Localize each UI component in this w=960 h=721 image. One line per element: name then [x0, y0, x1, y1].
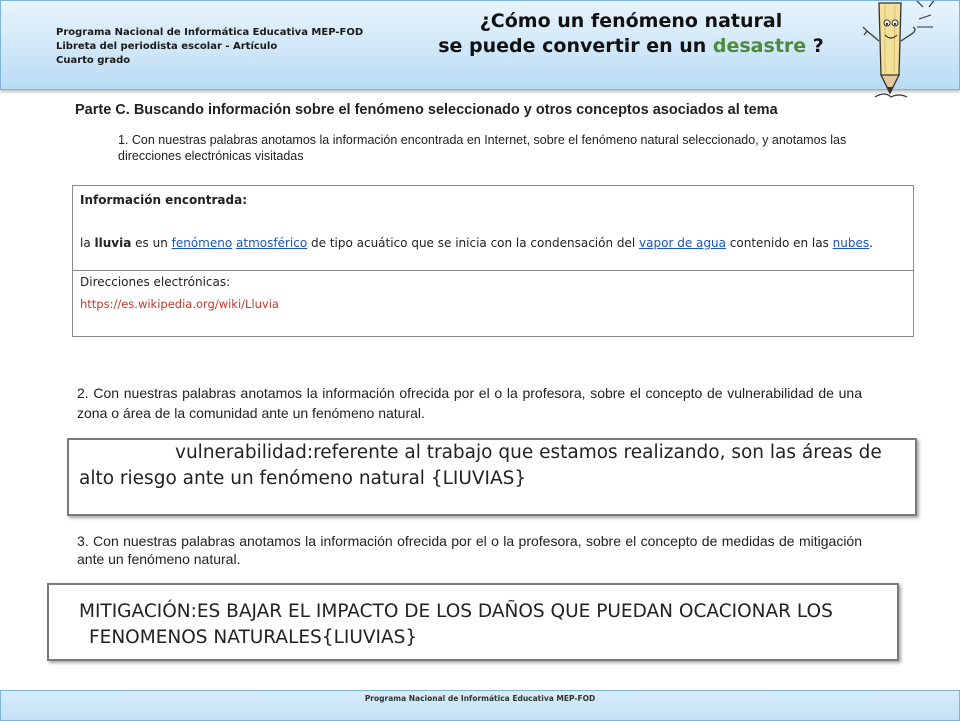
section-heading: Parte C. Buscando información sobre el fenómeno seleccionado y otros conceptos asociados al tema: [75, 102, 778, 118]
program-line: Cuarto grado: [56, 55, 131, 66]
info-text-part: contenido en las: [725, 236, 833, 250]
header-banner: [0, 0, 960, 90]
answer-box-vulnerability[interactable]: [67, 438, 917, 516]
link-fenomeno[interactable]: fenómeno: [171, 236, 233, 250]
answer-mitigation-line-2: FENOMENOS NATURALES{LIUVIAS}: [89, 627, 418, 648]
pencil-character-icon: [861, 1, 953, 101]
title-line-2-end: ?: [806, 35, 824, 57]
info-text-part: de tipo acuático que se inicia con la condensación del: [307, 236, 640, 250]
instruction-1: 1. Con nuestras palabras anotamos la información encontrada en Internet, sobre el fenómeno natural seleccionado, y anotamos las direcciones electrónicas visitadas: [118, 133, 847, 163]
answer-box-mitigation[interactable]: [47, 583, 899, 661]
title-line-2: [431, 34, 831, 59]
info-keyword: lluvia: [94, 236, 132, 250]
info-row: [73, 186, 913, 271]
answer-mitigation: [79, 599, 895, 651]
title-line-1: ¿Cómo un fenómeno natural: [479, 10, 783, 32]
source-url[interactable]: https://es.wikipedia.org/wiki/Lluvia: [80, 297, 279, 311]
instruction-3: 3. Con nuestras palabras anotamos la información ofrecida por el o la profesora, sobre el concepto de medidas de mitigación ante un fenómeno natural.: [77, 533, 862, 567]
info-text: [80, 234, 906, 252]
directions-label: Direcciones electrónicas:: [80, 275, 231, 289]
footer-text: Programa Nacional de Informática Educativa MEP-FOD: [364, 694, 596, 703]
footer-banner: [0, 690, 960, 721]
answer-vulnerability: vulnerabilidad:referente al trabajo que estamos realizando, son las áreas de alto riesgo ante un fenómeno natural {LIUVIAS}: [79, 442, 882, 489]
info-text-part: la: [80, 236, 95, 250]
title-line-2-start: se puede convertir en un: [438, 35, 713, 57]
link-nubes[interactable]: nubes: [832, 236, 870, 250]
program-info: [56, 26, 363, 68]
info-text-part: es un: [131, 236, 172, 250]
link-atmosferico[interactable]: atmosférico: [236, 236, 308, 250]
info-text-part: .: [869, 236, 873, 250]
instruction-2: 2. Con nuestras palabras anotamos la información ofrecida por el o la profesora, sobre el concepto de vulnerabilidad de una zona o área de la comunidad ante un fenómeno natural.: [77, 385, 862, 421]
answer-mitigation-line-1: MITIGACIÓN:ES BAJAR EL IMPACTO DE LOS DAÑOS QUE PUEDAN OCACIONAR LOS: [79, 601, 833, 622]
program-line: Libreta del periodista escolar - Artículo: [56, 41, 278, 52]
title-accent-word: desastre: [712, 35, 807, 57]
info-table: [72, 185, 914, 337]
page-title: [431, 9, 831, 59]
program-line: Programa Nacional de Informática Educativa MEP-FOD: [56, 27, 364, 38]
link-vapor-de-agua[interactable]: vapor de agua: [639, 236, 726, 250]
info-label: Información encontrada:: [80, 193, 248, 207]
